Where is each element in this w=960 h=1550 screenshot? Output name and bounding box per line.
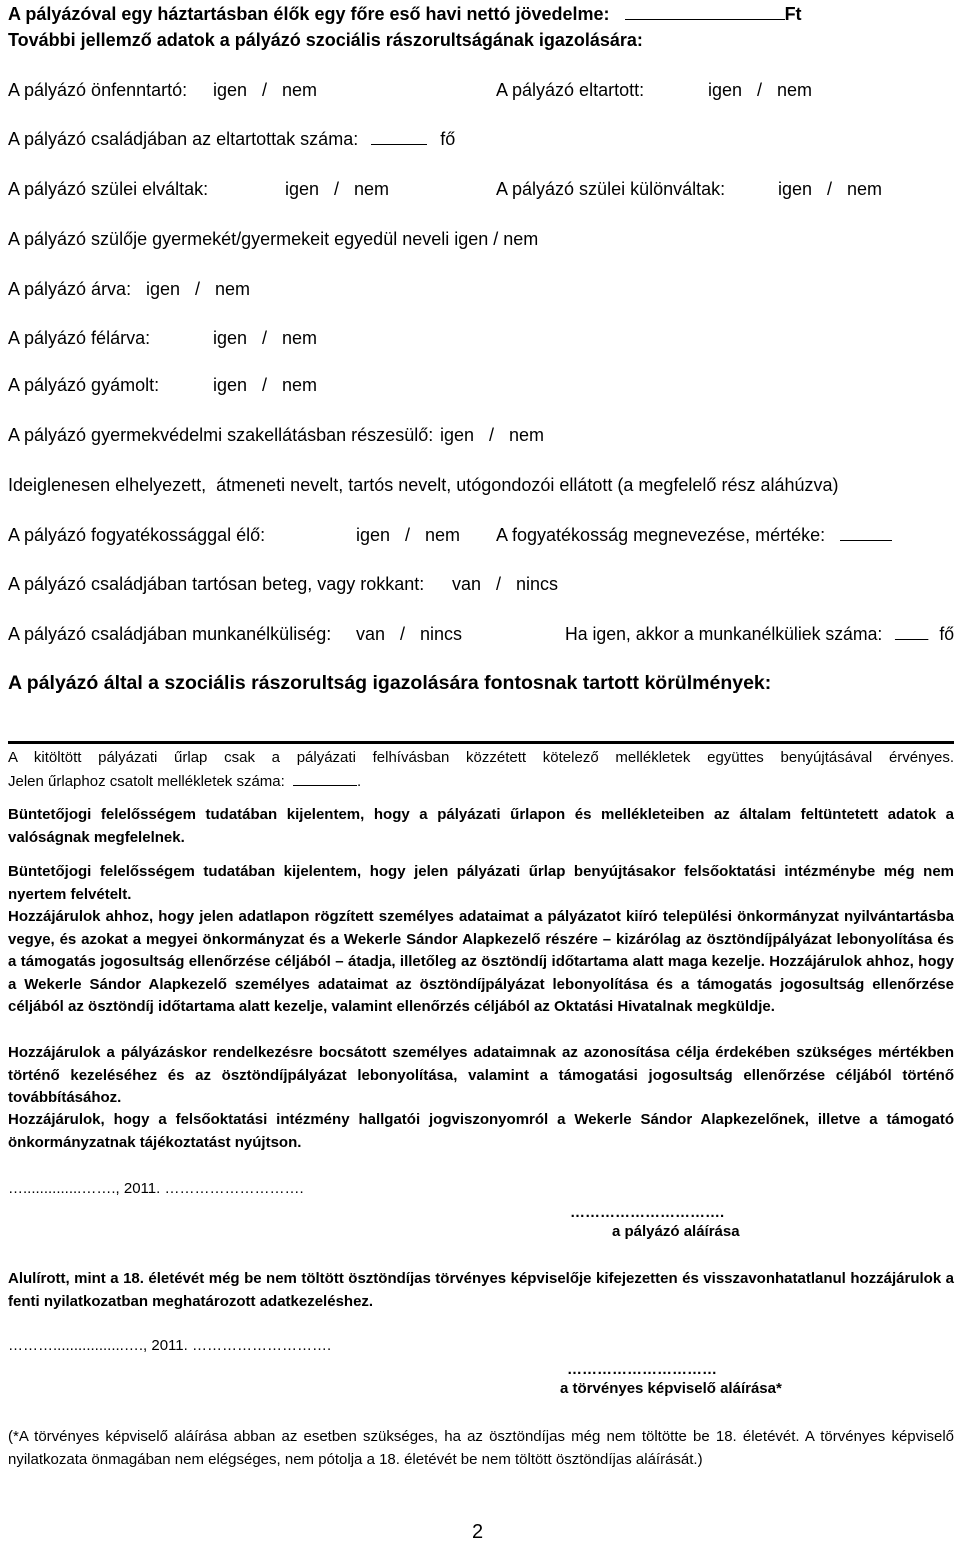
attachments-count-blank[interactable] — [293, 772, 357, 786]
disability-name-blank[interactable] — [840, 526, 892, 541]
page-number: 2 — [472, 1521, 484, 1543]
attachments-line-2: Jelen űrlaphoz csatolt mellékletek száma: . — [8, 773, 362, 790]
self-supporting-yes-no[interactable]: igen / nem — [213, 80, 318, 100]
guardian-consent: Alulírott, mint a 18. életévét még be nem töltött ösztöndíjas törvényes képviselője kifejezetten és visszavonhatatlanul hozzájárulok a fenti nyilatkozatban meghatározott adatkezeléshez. — [8, 1270, 954, 1310]
parents-separated-yes-no[interactable]: igen / nem — [778, 179, 883, 199]
unemployment-van-nincs[interactable]: van / nincs — [356, 624, 463, 644]
applicant-date-line[interactable]: …..............……., 2011. ………………………. — [8, 1180, 304, 1197]
attachments-line-1: A kitöltött pályázati űrlap csak a pályázati felhívásban közzétett kötelező mellékletek együttes benyújtásával érvényes. — [8, 749, 954, 766]
child-protection-label: A pályázó gyermekvédelmi szakellátásban részesülő: — [8, 425, 434, 445]
orphan-label: A pályázó árva: — [8, 279, 132, 299]
chronic-ill-van-nincs[interactable]: van / nincs — [452, 574, 559, 594]
disability-yes-no[interactable]: igen / nem — [356, 525, 461, 545]
temporary-placement-row[interactable]: Ideiglenesen elhelyezett, átmeneti nevelt, tartós nevelt, utógondozói ellátott (a megfelelő rész aláhúzva) — [8, 475, 839, 495]
half-orphan-yes-no[interactable]: igen / nem — [213, 328, 318, 348]
dependent-yes-no[interactable]: igen / nem — [708, 80, 813, 100]
declaration-consent-university: Hozzájárulok, hogy a felsőoktatási intézmény hallgatói jogviszonyomról a Wekerle Sándor Alapkezelőnek, illetve a támogató önkormányzatnak tájékoztatást nyújtson. — [8, 1111, 954, 1151]
disability-label: A pályázó fogyatékossággal élő: — [8, 525, 266, 545]
unemployed-count-blank[interactable] — [895, 625, 928, 640]
parents-divorced-yes-no[interactable]: igen / nem — [285, 179, 390, 199]
ward-yes-no[interactable]: igen / nem — [213, 375, 318, 395]
dependents-count-blank[interactable] — [371, 130, 427, 145]
circumstances-field[interactable] — [8, 700, 954, 736]
circumstances-heading: A pályázó által a szociális rászorultság igazolására fontosnak tartott körülmények: — [8, 672, 772, 694]
child-protection-yes-no[interactable]: igen / nem — [440, 425, 545, 445]
social-heading: További jellemző adatok a pályázó szociális rászorultságának igazolására: — [8, 30, 643, 50]
disability-name-row: A fogyatékosság megnevezése, mértéke: — [496, 525, 892, 546]
declaration-not-admitted: Büntetőjogi felelősségem tudatában kijelentem, hogy jelen pályázati űrlap benyújtásakor felsőoktatási intézménybe még nem nyertem felvételt. — [8, 863, 954, 903]
guardian-date-line[interactable]: ……….................…., 2011. ………………………. — [8, 1337, 332, 1354]
applicant-signature-dots[interactable]: …………………………. — [570, 1204, 725, 1221]
dependents-count-row: A pályázó családjában az eltartottak száma: fő — [8, 129, 456, 149]
parents-separated-label: A pályázó szülei különváltak: — [496, 179, 726, 199]
orphan-yes-no[interactable]: igen / nem — [146, 279, 251, 299]
unemployment-label: A pályázó családjában munkanélküliség: — [8, 624, 332, 644]
guardian-signature-dots[interactable]: ………………………… — [567, 1361, 717, 1378]
single-parent-row[interactable]: A pályázó szülője gyermekét/gyermekeit egyedül neveli igen / nem — [8, 229, 539, 249]
footnote: (*A törvényes képviselő aláírása abban az esetben szükséges, ha az ösztöndíjas még nem töltötte be 18. életévét. A törvényes képviselő nyilatkozata önmagában nem elégséges, nem pótolja a 18. életévét be nem töltött ösztöndíjas aláírását.) — [8, 1428, 954, 1468]
income-line: A pályázóval egy háztartásban élők egy főre eső havi nettó jövedelme: Ft — [8, 4, 802, 24]
guardian-signature-label: a törvényes képviselő aláírása* — [560, 1380, 782, 1397]
chronic-ill-label: A pályázó családjában tartósan beteg, vagy rokkant: — [8, 574, 425, 594]
declaration-consent-data: Hozzájárulok ahhoz, hogy jelen adatlapon rögzített személyes adataimat a pályázatot kiíró települési önkormányzat nyilvántartásba vegye, és azokat a megyei önkormányzat és a Wekerle Sándor Alapkezelő részére – kizárólag az ösztöndíjpályázat lebonyolítása és a támogatás jogosultság ellenőrzése céljából – átadja, illetőleg az ösztöndíj időtartama alatt maga kezelje. Hozzájárulok ahhoz, hogy a Wekerle Sándor Alapkezelő személyes adataimat az ösztöndíjpályázat lebonyolítása és a támogatás jogosultság ellenőrzése céljából az ösztöndíj időtartama alatt kezelje, valamint ellenőrzés céljából az Oktatási Hivatalnak megküldje. — [8, 908, 954, 1015]
ward-label: A pályázó gyámolt: — [8, 375, 160, 395]
parents-divorced-label: A pályázó szülei elváltak: — [8, 179, 209, 199]
half-orphan-label: A pályázó félárva: — [8, 328, 151, 348]
section-divider — [8, 741, 954, 744]
applicant-signature-label: a pályázó aláírása — [612, 1223, 740, 1240]
declaration-consent-identification: Hozzájárulok a pályázáskor rendelkezésre bocsátott személyes adataimnak az azonosítása célja érdekében szükséges mértékben történő kezeléséhez és az ösztöndíjpályázat lebonyolítása, valamint a támogatási jogosultság ellenőrzése céljából történő továbbításához. — [8, 1044, 954, 1106]
self-supporting-label: A pályázó önfenntartó: — [8, 80, 188, 100]
income-blank[interactable] — [625, 5, 785, 20]
declaration-criminal-data: Büntetőjogi felelősségem tudatában kijelentem, hogy a pályázati űrlapon és mellékleteiben az általam feltüntetett adatok a valóságnak megfelelnek. — [8, 806, 954, 846]
dependent-label: A pályázó eltartott: — [496, 80, 645, 100]
unemployed-count-row: Ha igen, akkor a munkanélküliek száma: fő — [565, 624, 955, 644]
